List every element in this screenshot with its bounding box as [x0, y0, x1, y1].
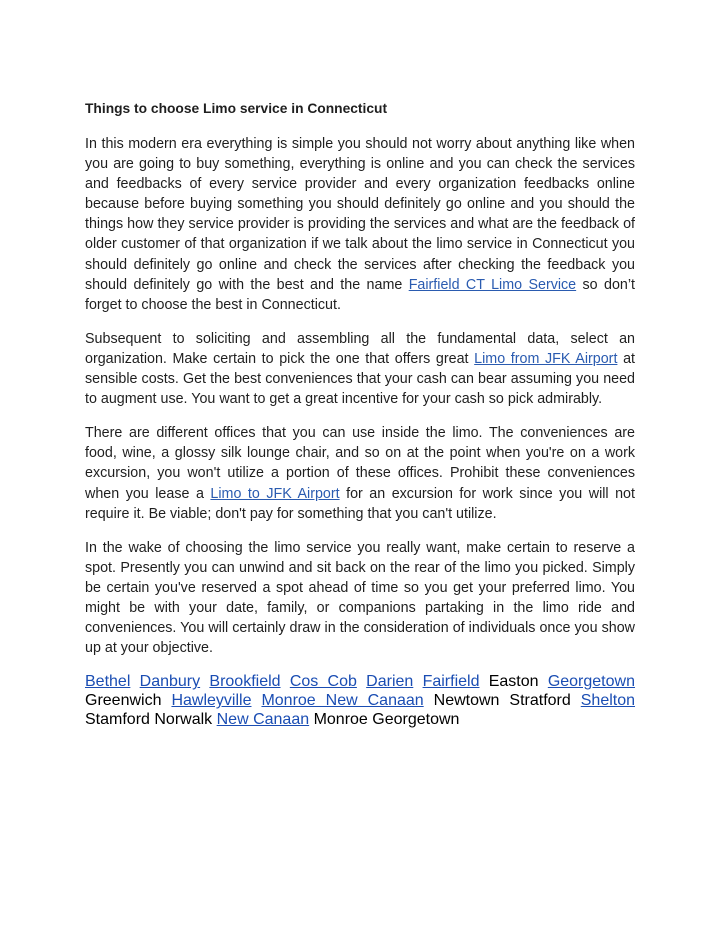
document-page [85, 99, 635, 729]
town-monroe-new-canaan-link[interactable]: Monroe New Canaan [261, 692, 424, 710]
paragraph-3 [85, 423, 635, 523]
paragraph-text: at sensible costs. Get the best conveniences that your cash can bear assuming you need to augment use. You want to get a great incentive for your cash so pick admirably. [85, 350, 635, 408]
paragraph-1 [85, 134, 635, 315]
town-georgetown: Georgetown [372, 711, 460, 729]
limo-from-jfk-airport-link[interactable]: Limo from JFK Airport [474, 350, 618, 367]
paragraph-text: for an excursion for work since you will not require it. Be viable; don't pay for something that you can't utilize. [85, 485, 635, 522]
town-brookfield-link[interactable]: Brookfield [209, 673, 281, 691]
limo-to-jfk-airport-link[interactable]: Limo to JFK Airport [210, 485, 340, 502]
town-danbury-link[interactable]: Danbury [139, 673, 201, 691]
paragraph-4: In the wake of choosing the limo service you really want, make certain to reserve a spot. Presently you can unwind and sit back on the rear of the limo you picked. Simply be certain you've reserved a spot ahead of time so you get your preferred limo. You might be with your date, family, or companions partaking in the limo ride and conveniences. You will certainly draw in the consideration of individuals once you show up at your objective. [85, 539, 635, 657]
paragraph-text: There are different offices that you can use inside the limo. The conveniences are food, wine, a glossy silk lounge chair, and so on at the point when you're on a work excursion, you won't utilize a portion of these offices. Prohibit these conveniences when you lease a [85, 425, 635, 502]
paragraph-2 [85, 329, 635, 409]
town-georgetown-link[interactable]: Georgetown [547, 673, 635, 691]
town-list [85, 672, 635, 729]
town-stamford: Stamford [85, 711, 150, 729]
town-norwalk: Norwalk [154, 711, 213, 729]
document-title: Things to choose Limo service in Connecticut [85, 101, 388, 116]
paragraph-text: In this modern era everything is simple you should not worry about anything like when you are going to buy something, everything is online and you can check the services and feedbacks of every service provider and every organization feedbacks online because before buying something you should definitely go online and you should the things how they service provider is providing the services and what are the feedback of older customer of that organization if we talk about the limo service in Connecticut you should definitely go online and check the services after checking the feedback you should definitely go with the best and the name [85, 136, 635, 293]
town-newtown: Newtown [433, 692, 500, 710]
town-new-canaan-link[interactable]: New Canaan [216, 711, 310, 729]
town-greenwich: Greenwich [85, 692, 162, 710]
town-hawleyville-link[interactable]: Hawleyville [171, 692, 252, 710]
paragraph-text: so don’t forget to choose the best in Connecticut. [85, 276, 635, 313]
paragraph-text: Subsequent to soliciting and assembling all the fundamental data, select an organization. Make certain to pick the one that offers great [85, 330, 635, 367]
town-easton: Easton [488, 673, 539, 691]
town-darien-link[interactable]: Darien [366, 673, 414, 691]
town-fairfield-link[interactable]: Fairfield [422, 673, 480, 691]
town-stratford: Stratford [509, 692, 571, 710]
town-monroe: Monroe [313, 711, 368, 729]
fairfield-ct-limo-service-link[interactable]: Fairfield CT Limo Service [408, 276, 577, 293]
town-bethel-link[interactable]: Bethel [85, 673, 131, 691]
town-shelton-link[interactable]: Shelton [580, 692, 636, 710]
town-cos-cob-link[interactable]: Cos Cob [289, 673, 357, 691]
